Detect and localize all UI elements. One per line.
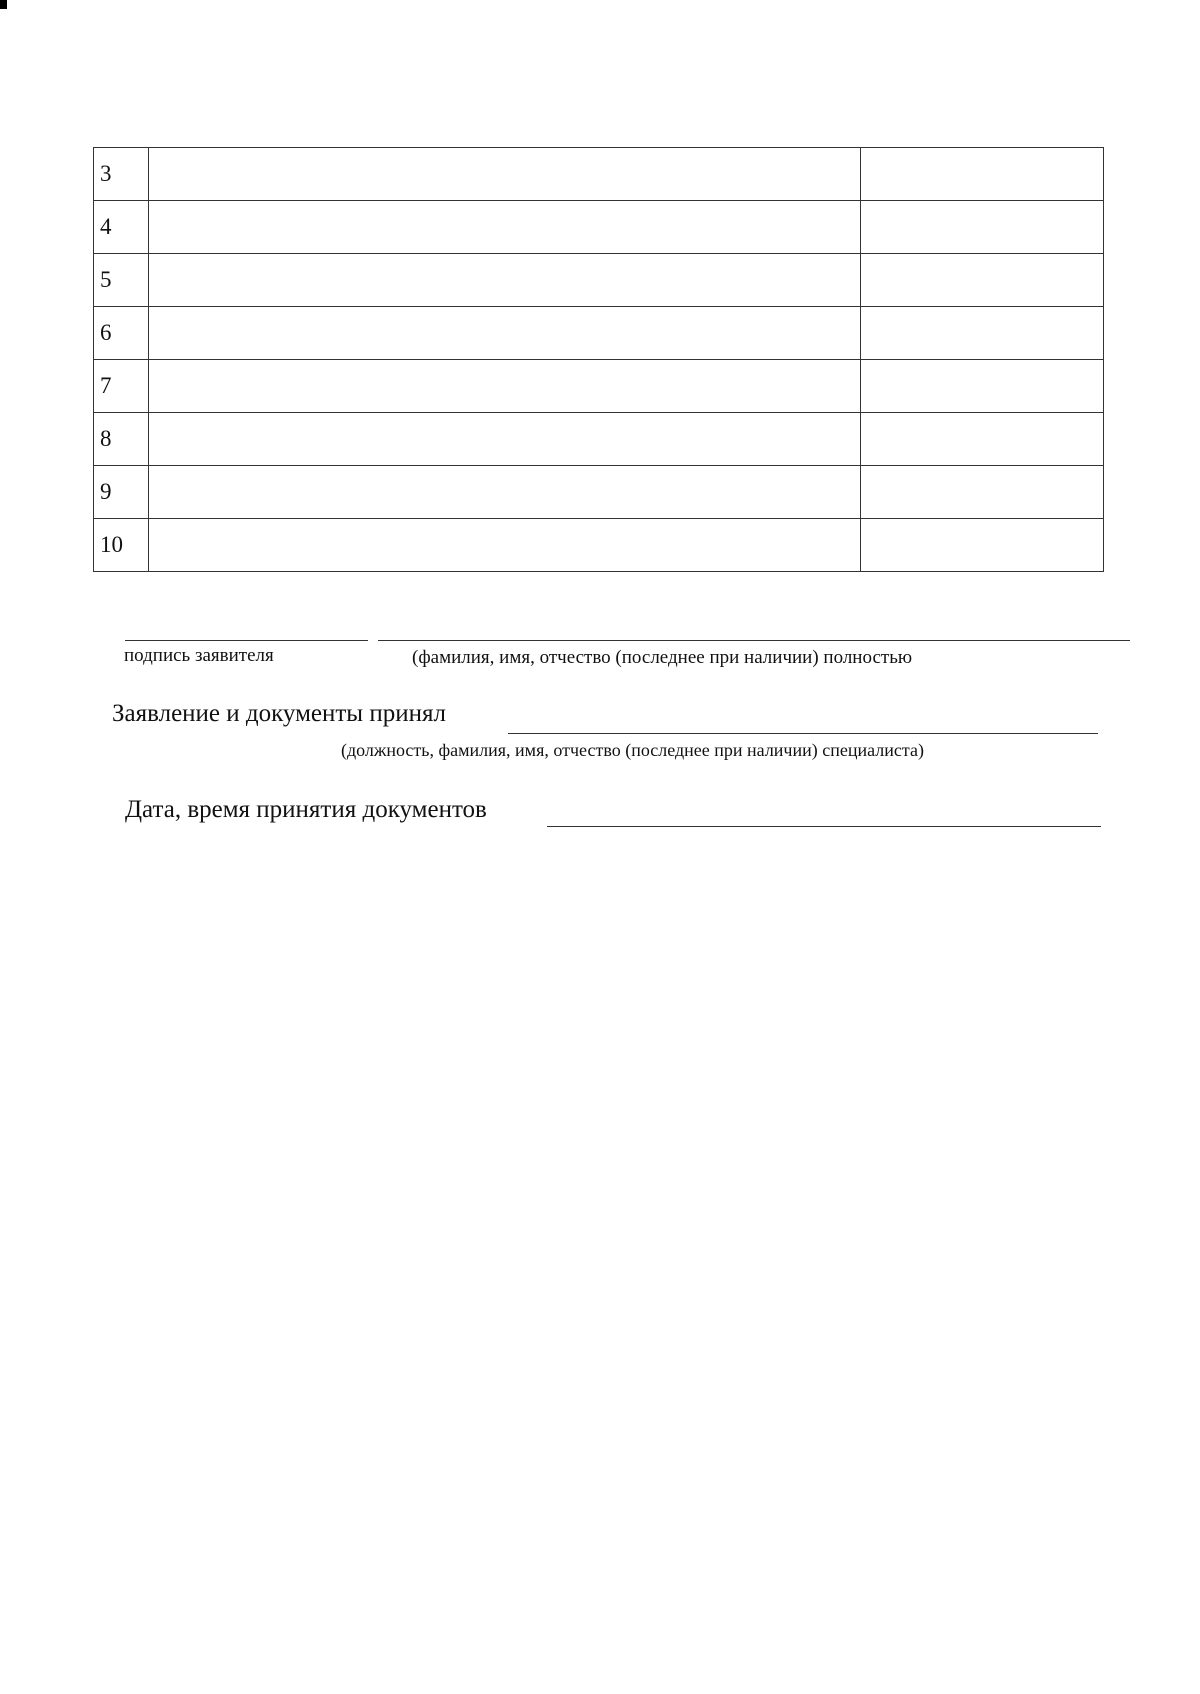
document-value-cell[interactable] xyxy=(861,519,1104,572)
document-value-cell[interactable] xyxy=(861,413,1104,466)
row-number: 4 xyxy=(94,201,149,254)
applicant-signature-line[interactable] xyxy=(125,640,368,641)
table-row xyxy=(94,519,1104,572)
row-number: 8 xyxy=(94,413,149,466)
applicant-name-line[interactable] xyxy=(378,640,1130,641)
document-value-cell[interactable] xyxy=(861,307,1104,360)
acceptance-caption: (должность, фамилия, имя, отчество (последнее при наличии) специалиста) xyxy=(341,740,924,760)
table-row xyxy=(94,307,1104,360)
table-row xyxy=(94,360,1104,413)
row-number: 10 xyxy=(94,519,149,572)
table-row xyxy=(94,466,1104,519)
document-name-cell[interactable] xyxy=(149,148,861,201)
scan-corner-mark xyxy=(0,0,7,9)
document-value-cell[interactable] xyxy=(861,201,1104,254)
row-number: 6 xyxy=(94,307,149,360)
row-number: 9 xyxy=(94,466,149,519)
table-row xyxy=(94,148,1104,201)
table-row xyxy=(94,413,1104,466)
document-value-cell[interactable] xyxy=(861,148,1104,201)
document-name-cell[interactable] xyxy=(149,519,861,572)
applicant-name-caption: (фамилия, имя, отчество (последнее при наличии) полностью xyxy=(412,647,913,668)
acceptance-label: Заявление и документы принял xyxy=(112,700,446,727)
document-name-cell[interactable] xyxy=(149,201,861,254)
document-name-cell[interactable] xyxy=(149,466,861,519)
document-value-cell[interactable] xyxy=(861,360,1104,413)
row-number: 7 xyxy=(94,360,149,413)
document-value-cell[interactable] xyxy=(861,466,1104,519)
document-name-cell[interactable] xyxy=(149,307,861,360)
row-number: 5 xyxy=(94,254,149,307)
table-row xyxy=(94,201,1104,254)
applicant-signature-caption: подпись заявителя xyxy=(124,645,274,666)
document-name-cell[interactable] xyxy=(149,360,861,413)
document-value-cell[interactable] xyxy=(861,254,1104,307)
documents-table xyxy=(93,147,1104,572)
date-time-label: Дата, время принятия документов xyxy=(125,796,487,823)
date-time-line[interactable] xyxy=(547,826,1101,827)
acceptance-line[interactable] xyxy=(508,733,1098,734)
document-name-cell[interactable] xyxy=(149,413,861,466)
document-name-cell[interactable] xyxy=(149,254,861,307)
row-number: 3 xyxy=(94,148,149,201)
table-row xyxy=(94,254,1104,307)
